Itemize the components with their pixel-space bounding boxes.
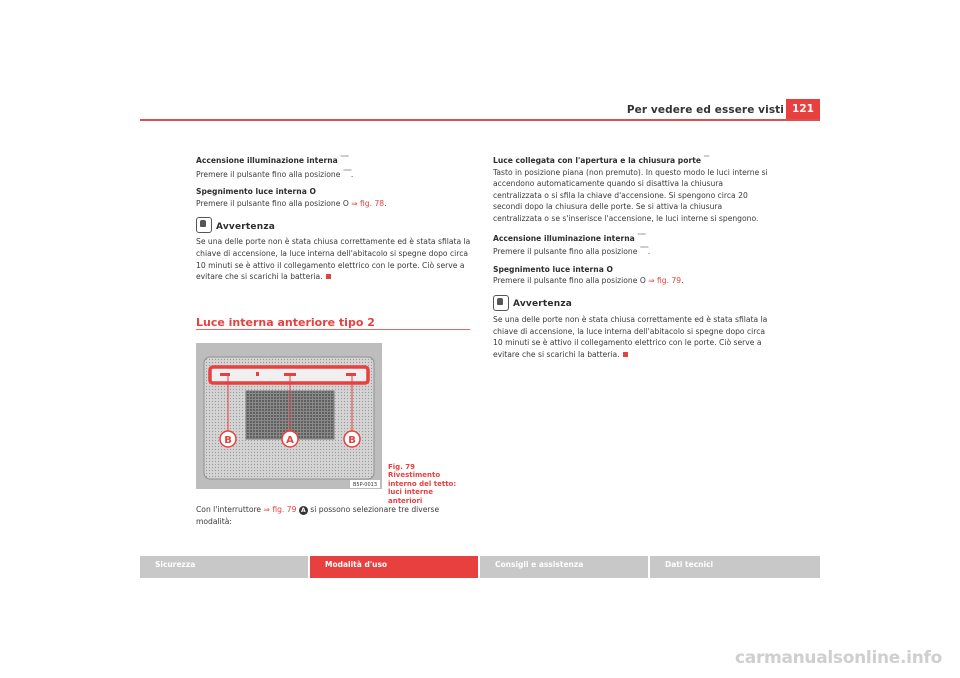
tab-dati-tecnici[interactable]: Dati tecnici bbox=[650, 556, 820, 578]
right-p1-text: Tasto in posizione piana (non premuto). In questo modo le luci interne si accendono automaticamente quando si disattiva la chiusura centralizzata o si sfila la chiave d'accensione. Si spengono circa 20 secondi dopo la chiusura delle porte. Se si attiva la chiusura centralizzata o se s'inserisce l'accensione, le luci interne si spengono. bbox=[493, 167, 768, 223]
left-p2-title: Spegnimento luce interna O bbox=[196, 187, 316, 197]
arrow-icon: ⇒ bbox=[351, 198, 358, 208]
callout-a: A bbox=[286, 435, 294, 446]
below-fig-text-before: Con l'interruttore bbox=[196, 505, 262, 514]
right-p2-text: Premere il pulsante fino alla posizione bbox=[493, 247, 638, 257]
section-rule bbox=[196, 329, 470, 330]
callout-b-left: B bbox=[224, 435, 232, 446]
callout-b-right: B bbox=[348, 435, 356, 446]
lamp-icon: ⁼⁼⁼ bbox=[639, 245, 648, 254]
below-figure-text bbox=[196, 504, 476, 527]
tab-modalita-uso[interactable]: Modalità d'uso bbox=[310, 556, 478, 578]
fig79-link[interactable]: fig. 79 bbox=[272, 505, 297, 514]
figure-code: B5P-0013 bbox=[352, 482, 378, 488]
right-p2-title: Accensione illuminazione interna bbox=[493, 233, 635, 243]
left-p1-text: Premere il pulsante fino alla posizione bbox=[196, 169, 341, 179]
note-icon bbox=[196, 217, 212, 233]
note-icon bbox=[493, 295, 509, 311]
watermark: carmanualsonline.info bbox=[735, 648, 942, 668]
right-column: Luce collegata con l'apertura e la chiusura porte ⁼⁼ Tasto in posizione piana (non premuto). In questo modo le luci interne si accendono automaticamente quando si disattiva la chiusura centralizzata o si sfila la chiave d'accensione. Si spengono circa 20 secondi dopo la chiusura delle porte. Se si attiva la chiusura centralizzata o se s'inserisce l'accensione, le luci interne si spengono. Accensione illuminazione interna ⁼⁼⁼ Premere il pulsante fino alla posizione ⁼⁼⁼. Spegnimento luce interna O Premere il pulsante fino alla posizione O ⇒ fig. 79. Avvertenza Se una delle porte non è stata chiusa correttamente ed è stata sfilata la chiave di accensione, la luce interna dell'abitacolo si spegne dopo circa 10 minuti se è attivo il collegamento elettrico con le porte. Ciò serve a evitare che si scarichi la batteria. bbox=[493, 153, 773, 360]
lamp-icon: ⁼⁼⁼ bbox=[637, 231, 646, 240]
left-column: Accensione illuminazione interna ⁼⁼⁼ Premere il pulsante fino alla posizione ⁼⁼⁼. Spegnimento luce interna O Premere il pulsante fino alla posizione O ⇒ fig. 78. Avvertenza Se una delle porte non è stata chiusa correttamente ed è stata sfilata la chiave di accensione, la luce interna dell'abitacolo si spegne dopo circa 10 minuti se è attivo il collegamento elettrico con le porte. Ciò serve a evitare che si scarichi la batteria. bbox=[196, 154, 471, 282]
lamp-icon: ⁼⁼⁼ bbox=[342, 167, 351, 176]
page-header-title: Per vedere ed essere visti bbox=[626, 104, 784, 116]
figure-caption: Fig. 79 Rivestimento interno del tetto: luci interne anteriori bbox=[388, 463, 457, 505]
tab-consigli-assistenza[interactable]: Consigli e assistenza bbox=[480, 556, 648, 578]
arrow-icon: ⇒ bbox=[263, 505, 270, 514]
fig79-link[interactable]: fig. 79 bbox=[657, 276, 682, 286]
circle-a-icon: A bbox=[299, 506, 308, 515]
arrow-icon: ⇒ bbox=[648, 276, 655, 286]
page-number: 121 bbox=[786, 99, 820, 119]
door-lamp-icon: ⁼⁼ bbox=[703, 154, 709, 162]
header-rule bbox=[140, 119, 820, 121]
end-square-icon bbox=[326, 274, 331, 279]
lamp-icon: ⁼⁼⁼ bbox=[340, 154, 349, 162]
below-fig-text-after: si possono selezionare tre diverse modalità: bbox=[196, 505, 440, 526]
section-title: Luce interna anteriore tipo 2 bbox=[196, 316, 375, 329]
end-square-icon bbox=[623, 352, 628, 357]
right-p3-title: Spegnimento luce interna O bbox=[493, 264, 613, 274]
tab-sicurezza[interactable]: Sicurezza bbox=[140, 556, 308, 578]
right-p1-title: Luce collegata con l'apertura e la chiusura porte bbox=[493, 156, 701, 165]
left-p2-text: Premere il pulsante fino alla posizione O bbox=[196, 198, 349, 208]
right-warning-title: Avvertenza bbox=[513, 299, 573, 310]
right-warning-text: Se una delle porte non è stata chiusa correttamente ed è stata sfilata la chiave di accensione, la luce interna dell'abitacolo si spegne dopo circa 10 minuti se è attivo il collegamento elettrico con le porte. Ciò serve a evitare che si scarichi la batteria. bbox=[493, 314, 768, 359]
left-p1-title: Accensione illuminazione interna bbox=[196, 156, 338, 165]
right-p3-text: Premere il pulsante fino alla posizione O bbox=[493, 276, 646, 286]
figure-roof-lights bbox=[196, 343, 382, 489]
left-warning-title: Avvertenza bbox=[216, 221, 276, 232]
left-warning-text: Se una delle porte non è stata chiusa correttamente ed è stata sfilata la chiave di accensione, la luce interna dell'abitacolo si spegne dopo circa 10 minuti se è attivo il collegamento elettrico con le porte. Ciò serve a evitare che si scarichi la batteria. bbox=[196, 237, 471, 282]
fig78-link[interactable]: fig. 78 bbox=[360, 198, 385, 208]
